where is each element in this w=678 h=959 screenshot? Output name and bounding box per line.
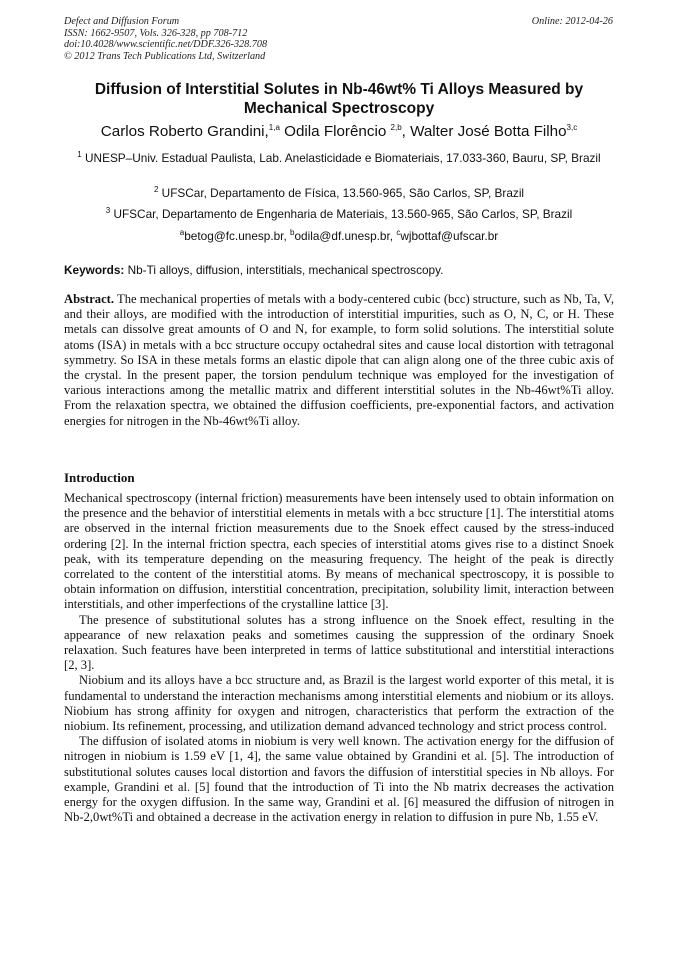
journal-name: Defect and Diffusion Forum [64, 16, 180, 27]
keywords-line [64, 263, 614, 278]
affiliation-1 [64, 151, 614, 166]
email-mark: c [396, 228, 401, 238]
affiliation-text: UFSCar, Departamento de Engenharia de Materiais, 13.560-965, São Carlos, SP, Brazil [113, 207, 573, 221]
email-address[interactable]: odila@df.unesp.br, [294, 229, 394, 243]
paragraph: Niobium and its alloys have a bcc structure and, as Brazil is the largest world exporter of this metal, it is fundamental to understand the interaction mechanisms among interstitial elements and niobium or its alloys. Niobium has strong affinity for oxygen and nitrogen, characteristics that perform the extraction of the niobium. Its refinement, processing, and utilization demand advanced technology and strict process control. [64, 673, 614, 734]
paragraph: The presence of substitutional solutes has a strong influence on the Snoek effect, resulting in the appearance of new relaxation peaks and sometimes causing the suppression of the ordinary Snoek relaxation. Such features have been interpreted in terms of lattice substitutional and interstitial interactions [2, 3]. [64, 612, 614, 673]
affiliation-text: UNESP–Univ. Estadual Paulista, Lab. Anelasticidade e Biomateriais, 17.033-360, Bauru, SP, Brazil [85, 151, 601, 165]
author-name: Carlos Roberto Grandini, [100, 123, 269, 140]
affiliation-number: 1 [77, 150, 82, 160]
keywords-text: Nb-Ti alloys, diffusion, interstitials, mechanical spectroscopy. [127, 263, 444, 277]
online-date-text: Online: 2012-04-26 [531, 16, 613, 27]
author-list [64, 122, 614, 141]
author-emails [64, 229, 614, 244]
author-affiliation-mark: 3,c [566, 122, 578, 132]
affiliation-number: 3 [105, 206, 111, 216]
author-name: Walter José Botta Filho [410, 123, 567, 140]
section-heading-introduction: Introduction [64, 470, 135, 485]
author-separator: , [401, 123, 411, 140]
author-affiliation-mark: 1,a [268, 122, 280, 132]
issn-line: ISSN: 1662-9507, Vols. 326-328, pp 708-712 [64, 27, 248, 39]
affiliation-2 [64, 186, 614, 201]
paper-title: Diffusion of Interstitial Solutes in Nb-46wt% Ti Alloys Measured by Mechanical Spectroscopy [94, 81, 584, 117]
abstract-label: Abstract. [64, 292, 115, 306]
affiliation-number: 2 [153, 185, 159, 195]
journal-header [64, 16, 267, 62]
abstract [64, 292, 614, 429]
email-mark: a [179, 228, 185, 238]
copyright-line: © 2012 Trans Tech Publications Ltd, Switzerland [64, 50, 266, 62]
author-affiliation-mark: 2,b [390, 122, 402, 132]
affiliation-text: UFSCar, Departamento de Física, 13.560-965, São Carlos, SP, Brazil [161, 186, 525, 200]
keywords-label: Keywords: [64, 263, 125, 277]
author-name: Odila Florêncio [284, 123, 387, 140]
email-address[interactable]: wjbottaf@ufscar.br [400, 229, 499, 243]
online-date [532, 16, 613, 28]
doi-line: doi:10.4028/www.scientific.net/DDF.326-328.708 [64, 39, 268, 51]
email-mark: b [290, 228, 295, 238]
abstract-text: The mechanical properties of metals with a body-centered cubic (bcc) structure, such as Nb, Ta, V, and their alloys, are modified with the introduction of interstitial impurities, such as O, N, C, or H. These metals can dissolve great amounts of O and N, for example, to form solid solutions. The interstitial solute atoms (ISA) in metals with a bcc structure occupy octahedral sites and cause local distortion with tetragonal symmetry. So ISA in these metals forms an elastic dipole that can align along one of the three cubic axis of the crystal. In the present paper, the torsion pendulum technique was employed for the investigation of various interactions among the metallic matrix and different interstitial solutes in the Nb-46wt%Ti alloy. From the relaxation spectra, we obtained the diffusion coefficients, pre-exponential factors, and activation energies for nitrogen in the Nb-46wt%Ti alloy. [64, 292, 614, 428]
introduction-body [64, 491, 614, 825]
paragraph: Mechanical spectroscopy (internal friction) measurements have been intensely used to obtain information on the presence and the behavior of interstitial elements in metals with a bcc structure [1]. The interstitial atoms are observed in the internal friction measurements due to the Snoek effect caused by the stress-induced ordering [2]. In the internal friction spectra, each species of interstitial atoms gives rise to a distinct Snoek peak, with its temperature depending on the measuring frequency. The height of the peak is directly correlated to the content of the interstitial atoms. By means of mechanical spectroscopy, it is possible to obtain information on diffusion, interstitial concentration, precipitation, solubility limit, interaction between interstitials, and other imperfections of the crystalline lattice [3]. [64, 491, 614, 612]
email-address[interactable]: betog@fc.unesp.br, [184, 229, 287, 243]
affiliation-3 [64, 207, 614, 222]
paragraph: The diffusion of isolated atoms in niobium is very well known. The activation energy for the diffusion of nitrogen in niobium is 1.59 eV [1, 4], the same value obtained by Grandini et al. [5]. The introduction of substitutional solutes causes local distortion and favors the diffusion of interstitial species in Nb alloys. For example, Grandini et al. [5] found that the introduction of Ti into the Nb matrix decreases the activation energy for the oxygen diffusion. In the same way, Grandini et al. [6] measured the diffusion of nitrogen in Nb-2,0wt%Ti and obtained a decrease in the activation energy in relation to diffusion in pure Nb, 1.55 eV. [64, 734, 614, 825]
